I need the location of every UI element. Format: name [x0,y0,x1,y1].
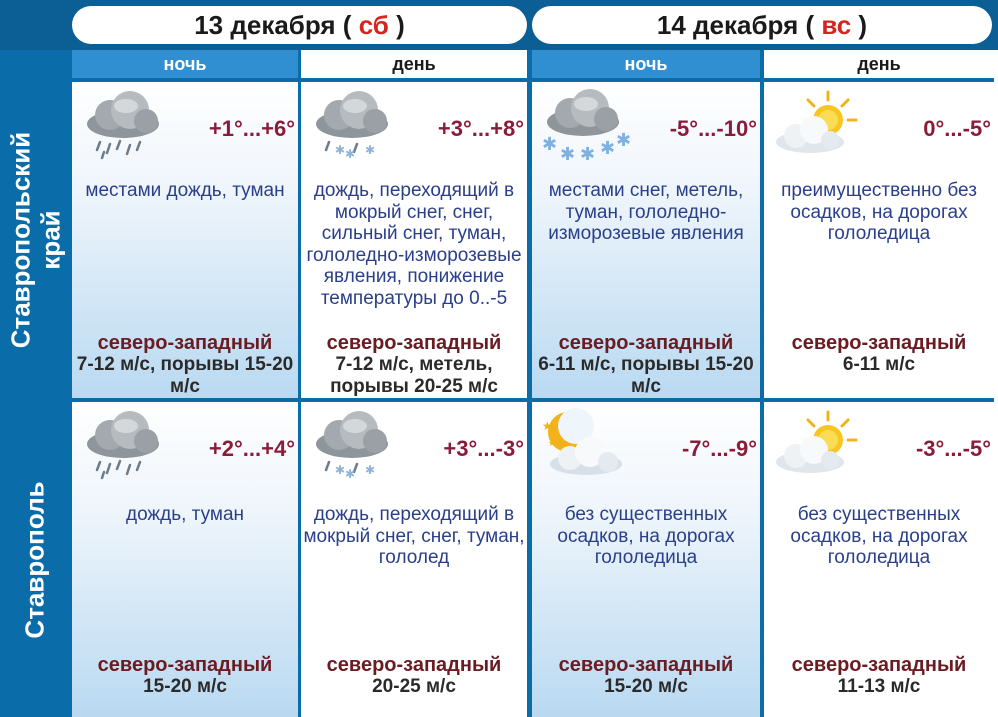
period-header-night: ночь [72,50,298,78]
svg-text:✱: ✱ [345,147,356,161]
wind-speed: 7-12 м/с, порывы 15-20 м/с [76,354,294,397]
date-close: ) [396,10,405,40]
region-label-krai [0,82,70,398]
temperature: -7°...-9° [681,436,757,461]
temperature: -5°...-10° [669,116,757,141]
date-label: 13 декабря ( [194,10,352,40]
cloud-rain-icon [78,88,168,160]
wind-direction: северо-западный [326,332,502,354]
wind-info [72,654,298,698]
svg-text:★: ★ [548,439,557,449]
wind-speed: 6-11 м/с [842,354,916,375]
wind-direction: северо-западный [326,654,502,676]
wind-info [532,332,760,398]
wind-info [532,654,760,698]
cloud-snow-icon [538,88,632,165]
right-edge [994,50,998,717]
period-header-day: день [301,50,527,78]
weekday-label: сб [358,10,389,40]
svg-text:✱: ✱ [542,134,558,155]
svg-text:✱: ✱ [335,463,346,477]
wind-speed: 7-12 м/с, метель, порывы 20-25 м/с [330,354,498,397]
wind-direction: северо-западный [791,332,967,354]
sun-cloud-icon [770,408,860,480]
weather-description: дождь, переходящий в мокрый снег, снег, туман, гололед [303,504,525,568]
temperature: +2°...+4° [208,436,295,461]
wind-speed: 11-13 м/с [837,676,921,697]
temperature: -3°...-5° [915,436,991,461]
weather-description: дождь, переходящий в мокрый снег, снег, сильный снег, туман, гололедно-изморозевые явления, понижение температуры до 0..-5 [306,180,522,309]
date-header-1 [72,6,527,44]
sun-cloud-icon [770,88,860,160]
wind-direction: северо-западный [558,654,734,676]
period-header-night: ночь [532,50,760,78]
wind-info [764,332,994,376]
forecast-cell [764,402,994,717]
svg-text:✱: ✱ [616,130,632,151]
svg-text:✱: ✱ [345,467,356,481]
svg-text:★: ★ [542,419,553,433]
svg-text:✱: ✱ [365,143,376,157]
temperature: +3°...-3° [443,436,524,461]
wind-direction: северо-западный [791,654,967,676]
wind-speed: 15-20 м/с [143,676,227,697]
wind-info [764,654,994,698]
wind-speed: 15-20 м/с [604,676,688,697]
date-header-2 [532,6,992,44]
wind-speed: 6-11 м/с, порывы 15-20 м/с [538,354,754,397]
region-label-city [0,402,70,717]
date-label: 14 декабря ( [656,10,815,40]
forecast-cell [764,82,994,398]
date-close: ) [858,10,868,40]
forecast-cell [532,402,760,717]
wind-direction: северо-западный [97,654,273,676]
weather-description: преимущественно без осадков, на дорогах гололедица [781,180,977,244]
cloud-rain-icon [78,408,168,480]
wind-info [301,654,527,698]
forecast-cell [72,402,298,717]
cloud-sleet-icon [307,88,397,160]
svg-text:✱: ✱ [560,144,576,165]
forecast-cell [72,82,298,398]
svg-text:✱: ✱ [365,463,376,477]
weather-description: дождь, туман [125,504,245,525]
moon-cloud-icon [538,408,628,480]
svg-text:✱: ✱ [600,138,616,159]
wind-direction: северо-западный [558,332,734,354]
temperature: 0°...-5° [923,116,991,141]
wind-info [72,332,298,398]
weather-description: без существенных осадков, на дорогах гололедица [557,504,735,568]
weather-description: местами снег, метель, туман, гололедно-изморозевые явления [548,180,744,244]
weather-description: без существенных осадков, на дорогах гололедица [790,504,968,568]
weekday-label: вс [821,10,852,40]
wind-info [301,332,527,398]
svg-text:✱: ✱ [580,144,596,165]
weather-description: местами дождь, туман [85,180,285,201]
svg-text:✱: ✱ [335,143,346,157]
forecast-cell [532,82,760,398]
wind-speed: 20-25 м/с [372,676,456,697]
wind-direction: северо-западный [97,332,273,354]
period-header-day: день [764,50,994,78]
region-name: Ставропольский край [5,131,66,349]
temperature: +1°...+6° [208,116,295,141]
forecast-cell [301,82,527,398]
cloud-sleet-icon [307,408,397,480]
temperature: +3°...+8° [437,116,524,141]
region-name: Ставрополь [20,480,50,639]
forecast-cell [301,402,527,717]
